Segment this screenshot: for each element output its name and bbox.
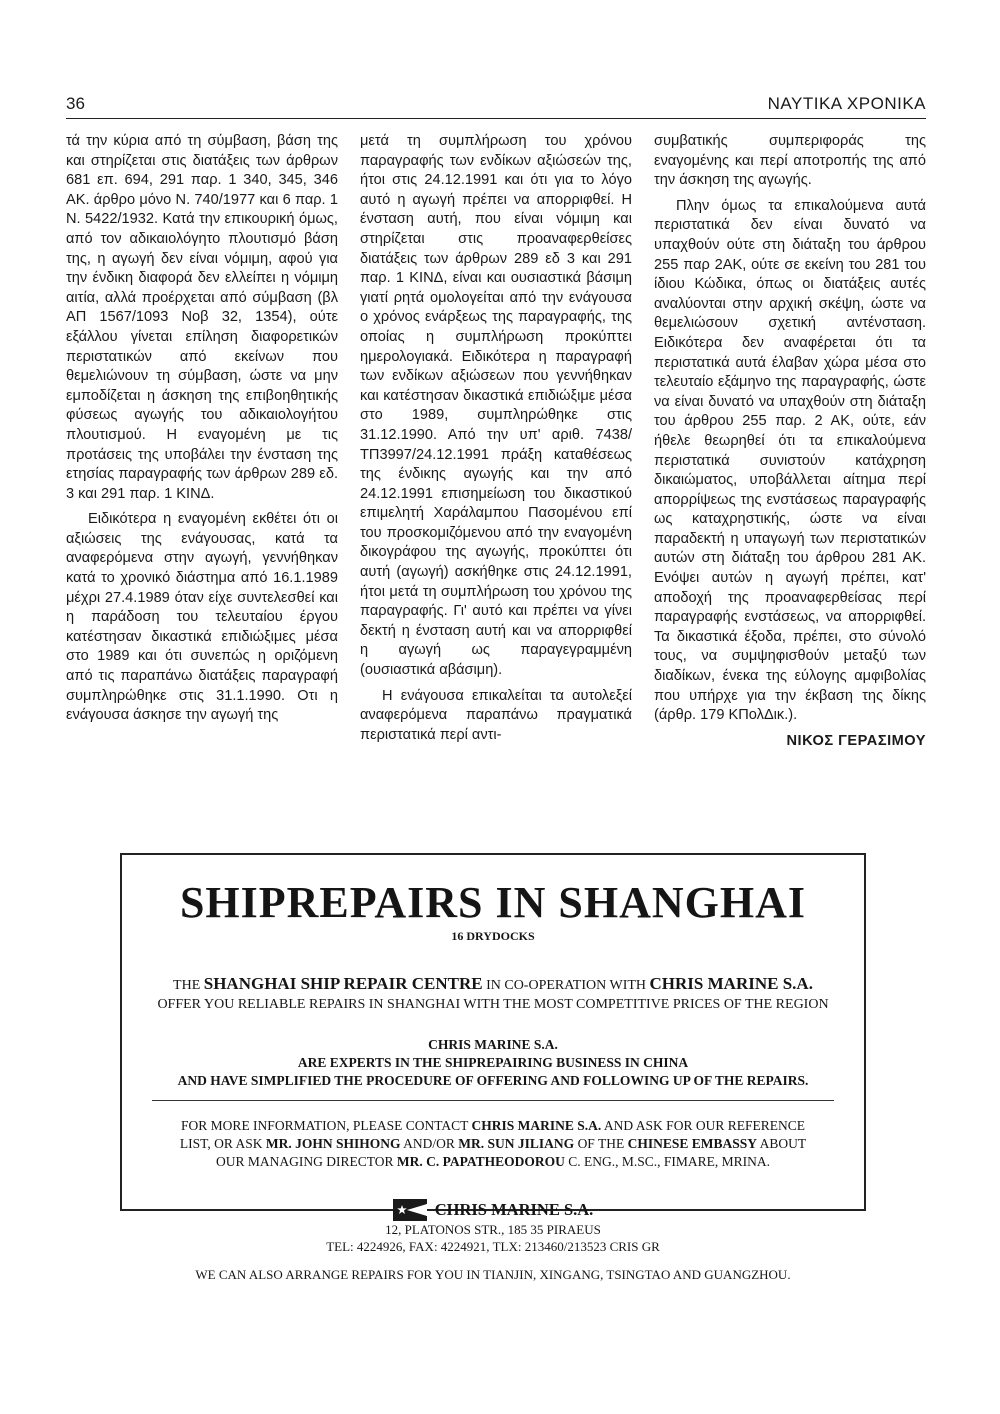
ad-title: SHIPREPAIRS IN SHANGHAI	[179, 878, 807, 927]
ad-address: 12, PLATONOS STR., 185 35 PIRAEUS	[385, 1222, 601, 1237]
ad-divider	[152, 1100, 834, 1101]
article-column-3	[654, 132, 926, 827]
ad-subtitle: 16 DRYDOCKS	[451, 929, 535, 943]
ad-contact-info	[122, 1117, 864, 1171]
paragraph: τά την κύρια από τη σύμβαση, βάση της και στηρίζεται στις διατάξεις των άρθρων 681 επ. 694, 291 παρ. 1 340, 345, 346 ΑΚ. άρθρο μόνο Ν. 740/1977 και 6 παρ. 1 Ν. 5422/1932. Κατά την επικουρική όμως, από τον αδικαιολόγητο πλουτισμό βάση της, η αγωγή δεν είναι νόμιμη, αφού για την ένδικη διαφορά δεν ελλείπει η νόμιμη αιτία, αλλά προέρχεται από σύμβαση (βλ ΑΠ 1567/1093 Νοβ 32, 1354), ούτε εξάλλου γίνεται επίληση διαφορετικών περιστατικών από εκείνων που θεμελιώνουν τη σύμβαση, ώστε να μην εμποδίζεται η άσκηση της επιβοηθητικής φύσεως αγωγής του αδικαιολογήτου πλουτισμού. Η εναγομένη με τις προτάσεις της υποβάλει την ένσταση της ετησίας παραγραφής των άρθρων 289 εδ. 3 και 291 παρ. 1 ΚΙΝΔ.	[66, 133, 338, 502]
paragraph: Πλην όμως τα επικαλούμενα αυτά περιστατικά δεν είναι δυνατό να υπαχθούν ούτε στη διάταξη του άρθρου 255 παρ 2ΑΚ, ούτε σε εκείνη του 281 του ίδιου Κώδικα, όπως οι διατάξεις αυτές αναλύονται στην αρχική σκέψη, ώστε να θεμελιώσουν σχετική αντένσταση. Ειδικότερα δεν αναφέρεται ότι τα περιστατικά αυτά έλαβαν χώρα μέσα στο τελευταίο εξάμηνο της παραγραφής, ώστε να είναι δυνατό να υπαχθούν στη διάταξη του άρθρου 255 παρ. 2 ΑΚ, ούτε, εάν ήθελε θεωρηθεί ότι τα επικαλούμενα περιστατικά συνιστούν κατάχρηση δικαιώματος, υποβάλλεται αίτημα περί απορρίψεως της ενστάσεως παραγραφής ως καταχρηστικής, ώστε να είναι παραδεκτή η υπαγωγή των περιστατικών αυτών στη διάταξη του άρθρου 281 ΑΚ. Ενόψει αυτών η αγωγή πρέπει, κατ' αποδοχή της προαναφερθείσας περί παραγραφής ενστάσεως, να απορριφθεί. Τα δικαστικά έξοδα, πρέπει, στο σύνολό τους, να συμψηφισθούν μεταξύ των διαδίκων, ένεκα της εύλογης αμφιβολίας που υπήρχε για την έκβαση της δίκης (άρθρ. 179 ΚΠολΔικ.).	[654, 197, 926, 724]
ad-intro	[122, 974, 864, 1014]
company-flag-icon	[393, 1199, 427, 1221]
ad-expertise-line: ARE EXPERTS IN THE SHIPREPAIRING BUSINESS IN CHINA	[297, 1055, 689, 1070]
ad-bold-text: CHRIS MARINE S.A.	[471, 1118, 602, 1133]
paragraph: Ειδικότερα η εναγομένη εκθέτει ότι οι αξιώσεις της ενάγουσας, κατά τα αναφερόμενα στην αγωγή, γεννήθηκαν κατά το χρονικό διάστημα από 16.1.1989 μέχρι 27.4.1989 όταν είχε συντελεσθεί και η παράδοση του τελευταίου έργου κατέστησαν δικαστικά επιδιώξιμες μέσα στο 1989 και ότι συνεπώς η οριζόμενη από τις παραπάνω διατάξεις παραγραφή συμπληρώθηκε στις 31.1.1990. Οτι η ενάγουσα άσκησε την αγωγή της	[66, 511, 338, 724]
ad-contacts: TEL: 4224926, FAX: 4224921, TLX: 213460/213523 CRIS GR	[326, 1239, 660, 1254]
ad-company-name: CHRIS MARINE S.A.	[434, 1200, 594, 1219]
author-signature: ΝΙΚΟΣ ΓΕΡΑΣΙΜΟΥ	[786, 732, 926, 749]
running-title: ΝΑΥΤΙΚΑ ΧΡΟΝΙΚΑ	[767, 94, 926, 113]
ad-bold-text: MR. JOHN SHIHONG	[265, 1136, 401, 1151]
ad-text: OF THE	[577, 1136, 625, 1151]
ad-bold-text: CHINESE EMBASSY	[627, 1136, 757, 1151]
paragraph: μετά τη συμπλήρωση του χρόνου παραγραφής των ενδίκων αξιώσεών της, ήτοι στις 24.12.1991 και ότι για το λόγο αυτό η αγωγή πρέπει να απορριφθεί. Η ένσταση αυτή, που είναι νόμιμη και στηρίζεται στις προαναφερθείσες διατάξεις των άρθρων 289 εδ 3 και 291 παρ. 1 ΚΙΝΔ, είναι και ουσιαστικά βάσιμη γιατί ρητά ομολογείται από την ενάγουσα ο χρόνος ενάρξεως της παραγραφής, της οποίας η συμπλήρωση προκύπτει ημερολογιακά. Ειδικότερα η παραγραφή των ενδίκων αξιώσεων που γεννήθηκαν και κατέστησαν δικαστικά επιδιώξιμε μέσα στο 1989, συμπληρώθηκε στις 31.12.1990. Από την υπ' αριθ. 7438/ΤΠ3997/24.12.1991 πράξη καταθέσεως της ένδικης αγωγής και την από 24.12.1991 επισημείωση του δικαστικού επιμελητή Χαράλαμπου Πασομένου επί του προσκομιζόμενου από την εναγομένη δικογράφου της αγωγής, προκύπτει ότι αυτή (αγωγή) ασκήθηκε στις 24.12.1991, ήτοι μετά τη συμπλήρωση του χρόνου της παραγραφής. Γι' αυτό και πρέπει να γίνει δεκτή η ένσταση αυτή και να απορριφθεί η αγωγή ως παραγεγραμμένη (ουσιαστικά αβάσιμη).	[360, 133, 632, 679]
ad-text: C. ENG., M.SC., FIMARE, MRINA.	[568, 1154, 771, 1169]
ad-text: OUR MANAGING DIRECTOR	[215, 1154, 394, 1169]
ad-expertise-line: AND HAVE SIMPLIFIED THE PROCEDURE OF OFFERING AND FOLLOWING UP OF THE REPAIRS.	[177, 1073, 809, 1088]
paragraph: Η ενάγουσα επικαλείται τα αυτολεξεί αναφερόμενα παραπάνω πραγματικά περιστατικά περί αντι-	[360, 687, 632, 743]
ad-text: AND ASK FOR OUR REFERENCE	[603, 1118, 805, 1133]
ad-footer: WE CAN ALSO ARRANGE REPAIRS FOR YOU IN TIANJIN, XINGANG, TSINGTAO AND GUANGZHOU.	[195, 1267, 791, 1282]
ad-info-line-2	[122, 1135, 864, 1153]
ad-bold-text: MR. SUN JILIANG	[458, 1136, 575, 1151]
page-number: 36	[66, 94, 85, 113]
ad-expertise	[122, 1036, 864, 1090]
article-columns	[66, 132, 926, 827]
ad-text: IN CO-OPERATION WITH	[486, 978, 647, 993]
ad-text: LIST, OR ASK	[179, 1136, 263, 1151]
ad-bold-text: CHRIS MARINE S.A.	[649, 974, 813, 993]
article-column-2	[360, 132, 632, 827]
advertisement	[120, 853, 866, 1282]
ad-company	[122, 1199, 864, 1221]
paragraph: συμβατικής συμπεριφοράς της εναγομένης και περί αποτροπής της από την άσκηση της αγωγής.	[654, 133, 926, 189]
ad-expertise-line: CHRIS MARINE S.A.	[428, 1037, 558, 1052]
ad-intro-line-2: OFFER YOU RELIABLE REPAIRS IN SHANGHAI WITH THE MOST COMPETITIVE PRICES OF THE REGION	[157, 997, 829, 1012]
article-column-1	[66, 132, 338, 827]
ad-text: THE	[173, 978, 201, 993]
ad-text: FOR MORE INFORMATION, PLEASE CONTACT	[181, 1118, 469, 1133]
ad-bold-text: MR. C. PAPATHEODOROU	[396, 1154, 565, 1169]
ad-info-line-3	[122, 1153, 864, 1171]
ad-text: ABOUT	[759, 1136, 807, 1151]
ad-text: AND/OR	[403, 1136, 455, 1151]
header-rule	[66, 118, 926, 119]
ad-info-line-1	[122, 1117, 864, 1135]
ad-intro-line-1	[122, 974, 864, 995]
ad-bold-text: SHANGHAI SHIP REPAIR CENTRE	[203, 974, 483, 993]
